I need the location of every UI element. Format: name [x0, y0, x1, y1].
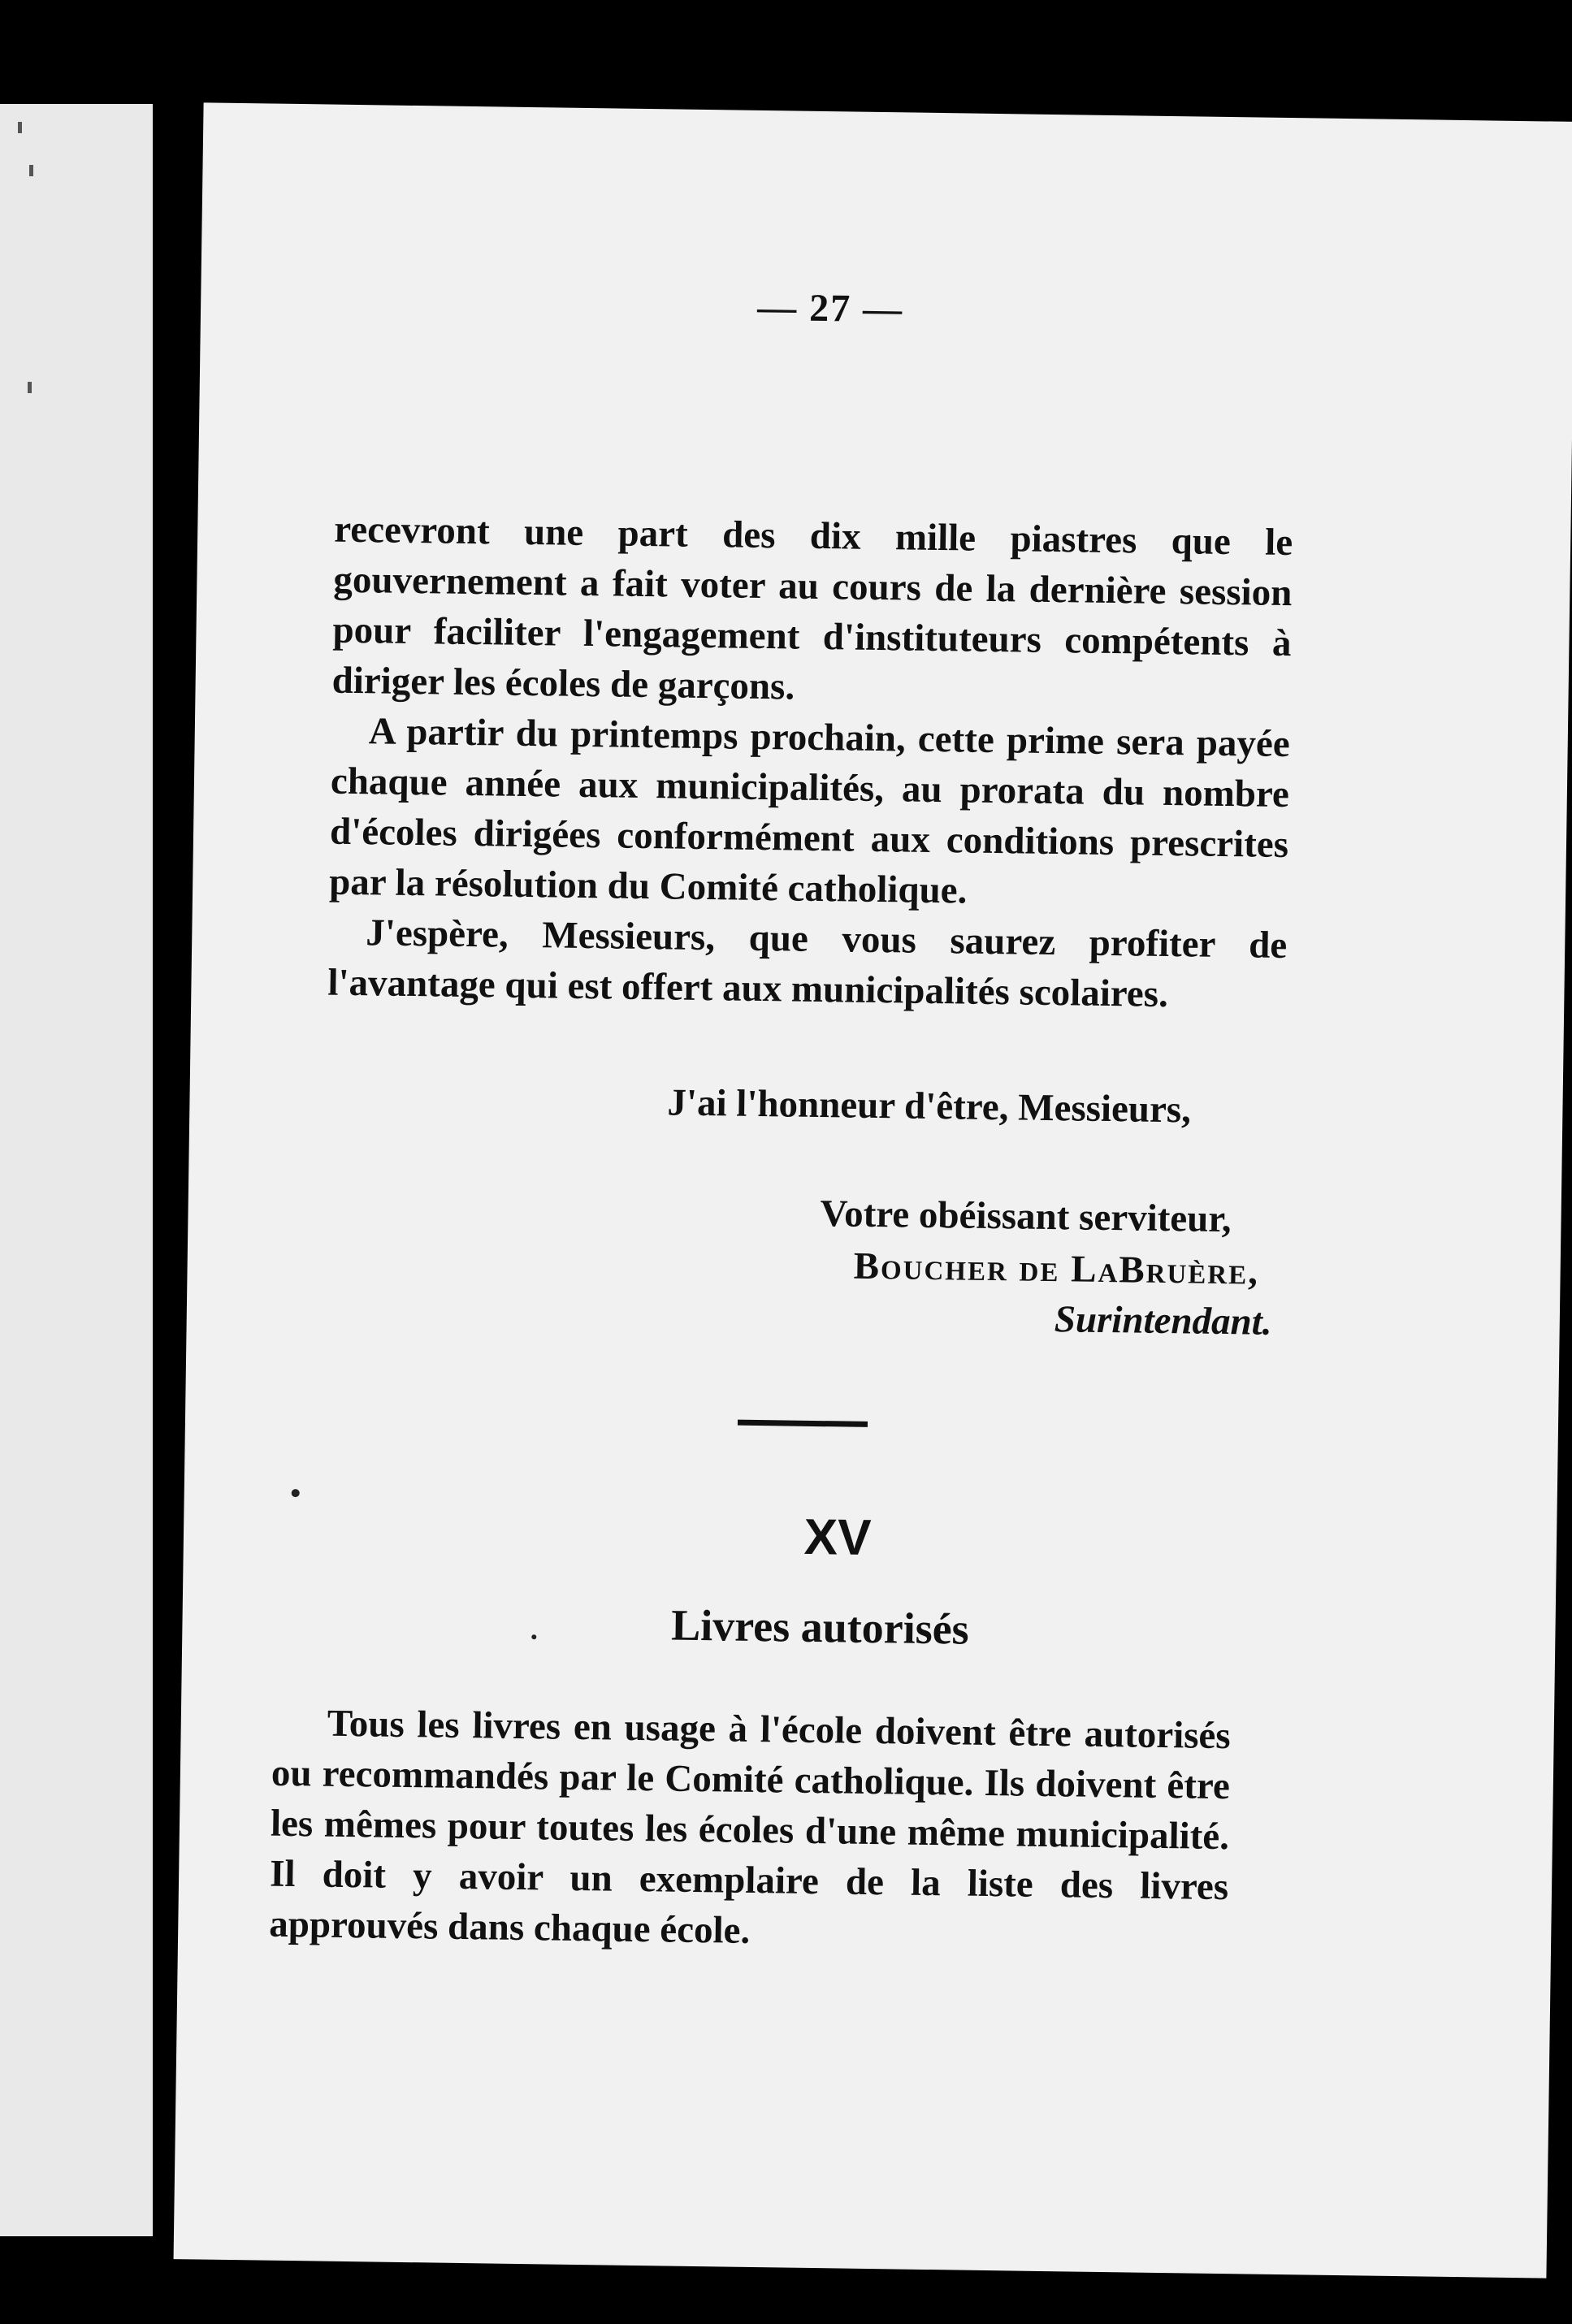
signature: Boucher de LaBruère, [853, 1244, 1260, 1293]
book-page [174, 102, 1572, 2278]
salutation: J'ai l'honneur d'être, Messieurs, [667, 1081, 1192, 1132]
ink-dot [292, 1489, 300, 1497]
paragraph: A partir du printemps prochain, cette prime sera payée chaque année aux municipalités, au prorata du nombre d'écoles dirigées conformément aux conditions prescrites par la résolution du Comité catholique. [328, 710, 1291, 912]
paragraph: J'espère, Messieurs, que vous saurez profiter de l'avantage qui est offert aux municipalités scolaires. [327, 911, 1288, 1016]
section-divider [738, 1420, 868, 1427]
section-title: Livres autorisés [670, 1600, 970, 1654]
signature-title: Surintendant. [1054, 1298, 1272, 1344]
facing-page-edge [0, 104, 153, 2236]
scan-speck [18, 122, 22, 133]
scan-speck [28, 382, 32, 393]
paragraph: recevront une part des dix mille piastres que le gouvernement a fait voter au cours de la dernière session pour faciliter l'engagement d'instituteurs compétents à diriger les écoles de garçons. [331, 508, 1293, 708]
scan-speck [29, 165, 33, 176]
page-number: — 27 — [756, 285, 904, 331]
section-body [269, 1698, 1231, 1963]
valediction: Votre obéissant serviteur, [820, 1192, 1232, 1241]
section-number: XV [803, 1508, 872, 1566]
letter-body [327, 504, 1293, 1021]
paragraph: Tous les livres en usage à l'école doivent être autorisés ou recommandés par le Comité catholique. Ils doivent être les mêmes pour toutes les écoles d'une même municipalité. Il doit y avoir un exemplaire de la liste des livres approuvés dans chaque école. [268, 1702, 1232, 1952]
